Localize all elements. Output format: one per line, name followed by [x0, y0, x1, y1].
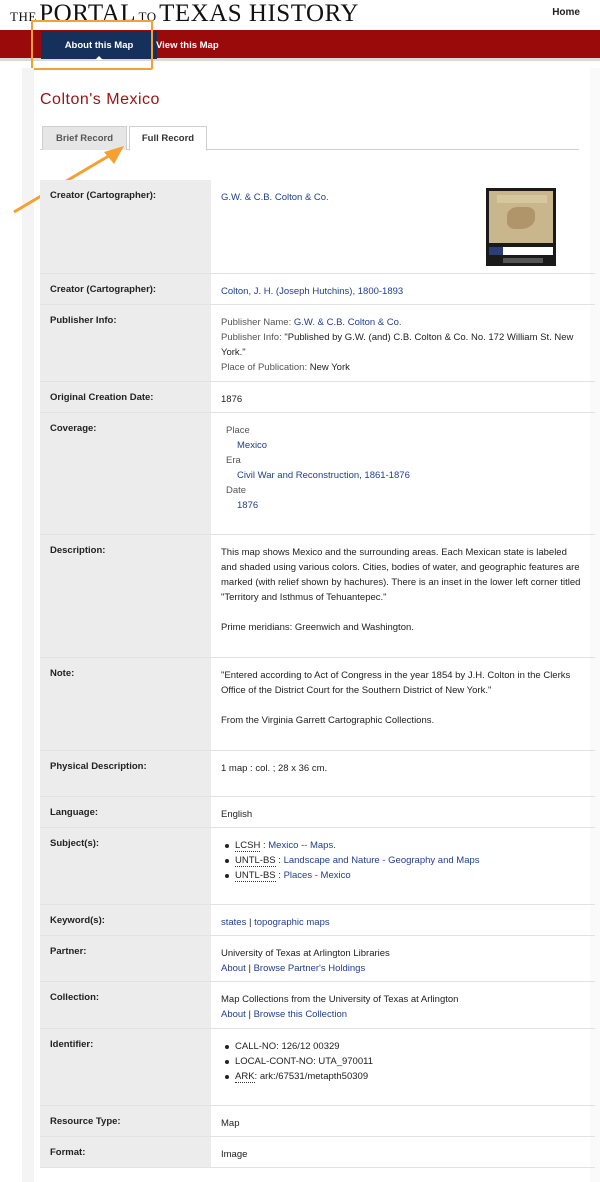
- partner-about-link[interactable]: About: [221, 963, 246, 974]
- row-value: [211, 305, 595, 381]
- row-label: Language:: [40, 797, 211, 827]
- row-label: Description:: [40, 535, 211, 657]
- publisher-name-link[interactable]: G.W. & C.B. Colton & Co.: [293, 317, 402, 328]
- row-label: Collection:: [40, 982, 211, 1028]
- link-separator: |: [245, 1009, 254, 1020]
- row-format: [40, 1137, 595, 1168]
- note-paragraph: "Entered according to Act of Congress in the year 1854 by J.H. Colton in the Clerks Office of the District Court for the Southern District of New York.": [221, 670, 571, 696]
- subjects-list: [221, 838, 585, 883]
- link-separator: |: [245, 963, 254, 974]
- row-collection: [40, 982, 595, 1029]
- subject-scheme: LCSH: [235, 840, 261, 851]
- row-value: [211, 905, 595, 935]
- publisher-info-value: "Published by G.W. (and) C.B. Colton & Co. No. 172 William St. New York.": [221, 332, 574, 358]
- row-value: [211, 982, 595, 1028]
- thumbnail-title-strip: [489, 247, 553, 255]
- identifier-list: [221, 1039, 585, 1084]
- row-keywords: [40, 905, 595, 936]
- row-value: [211, 936, 595, 981]
- collection-name: Map Collections from the University of Texas at Arlington: [221, 994, 459, 1005]
- row-label: Coverage:: [40, 413, 211, 534]
- publisher-name-key: Publisher Name:: [221, 317, 292, 328]
- row-value: [211, 828, 595, 904]
- nav-view-this-map[interactable]: View this Map: [156, 39, 219, 51]
- row-value: 1876: [221, 394, 243, 405]
- row-value: Image: [221, 1149, 248, 1160]
- logo-texas-history: TEXAS HISTORY: [159, 0, 359, 27]
- home-link[interactable]: Home: [552, 7, 580, 18]
- row-label: Creator (Cartographer):: [40, 274, 211, 304]
- row-coverage: [40, 413, 595, 535]
- subject-separator: :: [275, 870, 284, 881]
- row-label: Subject(s):: [40, 828, 211, 904]
- collection-browse-link[interactable]: Browse this Collection: [253, 1009, 348, 1020]
- subject-link[interactable]: Mexico -- Maps.: [268, 840, 336, 851]
- creator-link[interactable]: Colton, J. H. (Joseph Hutchins), 1800-1893: [221, 286, 404, 297]
- creator-link[interactable]: G.W. & C.B. Colton & Co.: [221, 192, 329, 203]
- coverage-place-key: Place: [226, 425, 250, 436]
- coverage-era-key: Era: [226, 455, 241, 466]
- row-value: [211, 535, 595, 657]
- keyword-link[interactable]: topographic maps: [254, 917, 330, 928]
- tab-full-record[interactable]: Full Record: [129, 126, 207, 151]
- subject-separator: :: [275, 855, 284, 866]
- coverage-date-link[interactable]: 1876: [237, 500, 259, 511]
- logo-the: THE: [10, 9, 37, 24]
- row-value: [211, 1029, 595, 1105]
- row-label: Identifier:: [40, 1029, 211, 1105]
- keyword-separator: |: [246, 917, 255, 928]
- record-table: [40, 180, 595, 1168]
- row-publisher: [40, 305, 595, 382]
- keyword-link[interactable]: states: [221, 917, 247, 928]
- row-language: [40, 797, 595, 828]
- row-description: [40, 535, 595, 658]
- row-label: Original Creation Date:: [40, 382, 211, 412]
- row-value: English: [221, 809, 253, 820]
- row-label: Format:: [40, 1137, 211, 1167]
- collection-about-link[interactable]: About: [221, 1009, 246, 1020]
- row-subjects: [40, 828, 595, 905]
- ark-value: : ark:/67531/metapth50309: [254, 1071, 369, 1082]
- list-item: [221, 868, 585, 883]
- list-item: CALL-NO: 126/12 00329: [221, 1039, 585, 1054]
- description-paragraph: This map shows Mexico and the surrounding areas. Each Mexican state is labeled and shaded using various colors. Cities, bodies of water, and geographic features are marked (with relief shown by hachures). There is an inset in the lower left corner titled "Territory and Isthmus of Tehuantepec.": [221, 547, 581, 603]
- row-label: Creator (Cartographer):: [40, 180, 211, 273]
- highlight-box: [31, 20, 153, 70]
- description-paragraph: Prime meridians: Greenwich and Washington.: [221, 622, 414, 633]
- coverage-date-key: Date: [226, 485, 247, 496]
- row-label: Publisher Info:: [40, 305, 211, 381]
- row-label: Note:: [40, 658, 211, 750]
- row-value: [211, 658, 595, 750]
- ark-label: ARK: [235, 1071, 255, 1082]
- publisher-place-value: New York: [309, 362, 350, 373]
- subject-scheme: UNTL-BS: [235, 855, 276, 866]
- row-label: Keyword(s):: [40, 905, 211, 935]
- subject-separator: :: [260, 840, 269, 851]
- partner-browse-link[interactable]: Browse Partner's Holdings: [253, 963, 366, 974]
- logo-portal: PORTAL: [39, 0, 137, 27]
- subject-link[interactable]: Landscape and Nature - Geography and Maps: [283, 855, 480, 866]
- nav-about-this-map[interactable]: About this Map: [41, 31, 157, 59]
- coverage-place-link[interactable]: Mexico: [237, 440, 268, 451]
- tab-brief-record[interactable]: Brief Record: [42, 126, 127, 150]
- map-thumbnail[interactable]: [486, 188, 556, 266]
- map-thumbnail-image: [489, 191, 553, 243]
- row-partner: [40, 936, 595, 982]
- list-item: [221, 1069, 585, 1084]
- row-value: 1 map : col. ; 28 x 36 cm.: [221, 763, 328, 774]
- row-value: [211, 413, 595, 534]
- row-creator-2: [40, 274, 595, 305]
- publisher-info-key: Publisher Info:: [221, 332, 282, 343]
- row-resource-type: [40, 1106, 595, 1137]
- list-item: [221, 853, 585, 868]
- row-creator-1: [40, 180, 595, 274]
- publisher-place-key: Place of Publication:: [221, 362, 308, 373]
- note-paragraph: From the Virginia Garrett Cartographic Collections.: [221, 715, 435, 726]
- left-gutter: [22, 68, 34, 1182]
- row-identifier: [40, 1029, 595, 1106]
- row-label: Resource Type:: [40, 1106, 211, 1136]
- row-physical-description: [40, 751, 595, 797]
- logo-to: TO: [138, 9, 157, 24]
- row-note: [40, 658, 595, 751]
- list-item: LOCAL-CONT-NO: UTA_970011: [221, 1054, 585, 1069]
- row-label: Partner:: [40, 936, 211, 981]
- thumbnail-caption-strip: [503, 258, 543, 263]
- row-value: [211, 274, 595, 304]
- subject-link[interactable]: Places - Mexico: [283, 870, 351, 881]
- page-title: Colton's Mexico: [40, 91, 160, 108]
- coverage-era-link[interactable]: Civil War and Reconstruction, 1861-1876: [237, 470, 410, 481]
- row-value: Map: [221, 1118, 240, 1129]
- row-value: [211, 180, 595, 273]
- row-label: Physical Description:: [40, 751, 211, 796]
- partner-name: University of Texas at Arlington Libraries: [221, 948, 390, 959]
- subject-scheme: UNTL-BS: [235, 870, 276, 881]
- row-creation-date: [40, 382, 595, 413]
- list-item: [221, 838, 585, 853]
